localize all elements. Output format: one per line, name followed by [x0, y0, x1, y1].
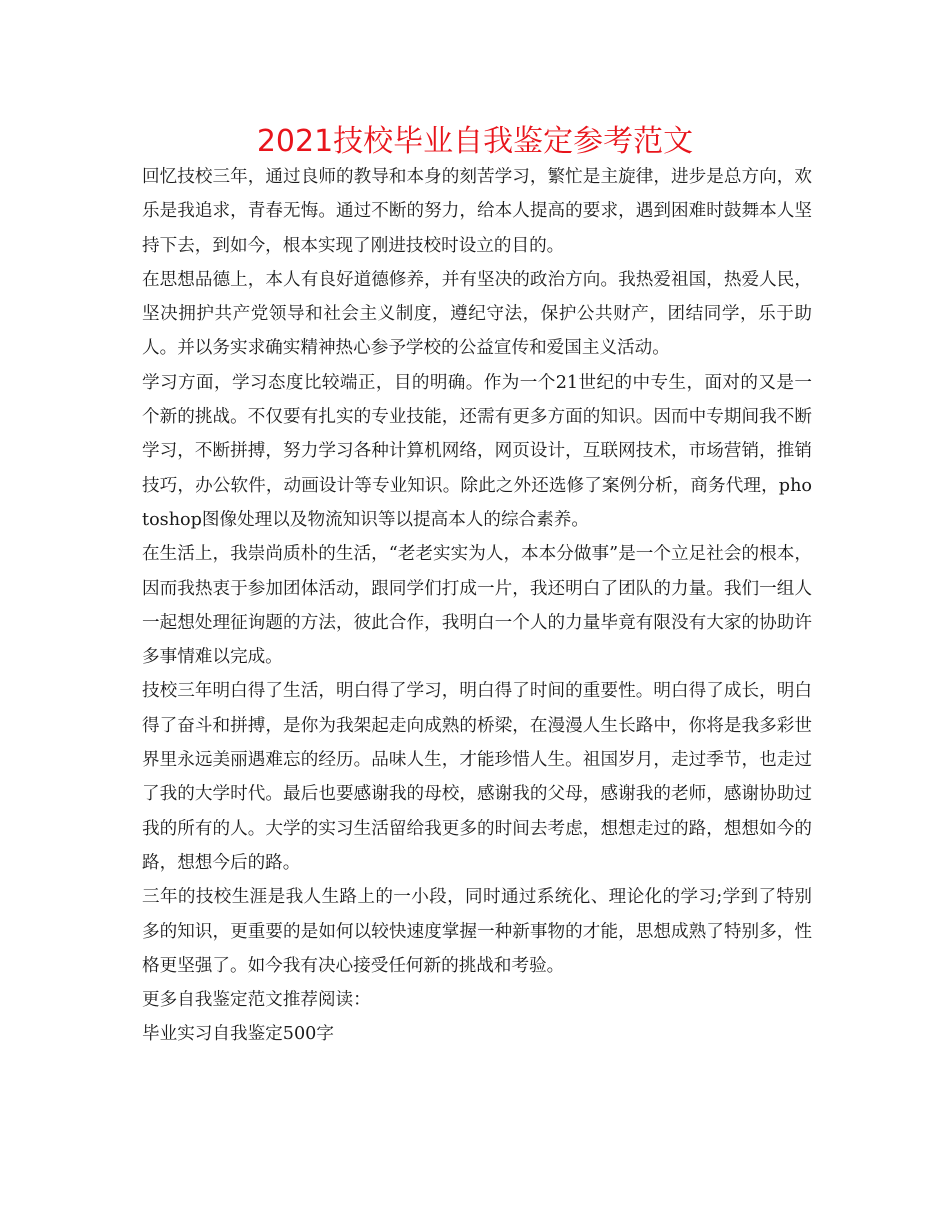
- paragraph-more-reading: 更多自我鉴定范文推荐阅读：: [142, 990, 371, 1011]
- document-body: [142, 160, 812, 1052]
- paragraph-conclusion: 三年的技校生涯是我人生路上的一小段，同时通过系统化、理论化的学习;学到了特别多的知识，更重要的是如何以较快速度掌握一种新事物的才能，思想成熟了特别多，性格更坚强了。如今我有决心接受任何新的挑战和考验。: [142, 887, 812, 976]
- paragraph-intro: 回忆技校三年，通过良师的教导和本身的刻苦学习，繁忙是主旋律，进步是总方向，欢乐是我追求，青春无悔。通过不断的努力，给本人提高的要求，遇到困难时鼓舞本人坚持下去，到如今，根本实现了刚进技校时设立的目的。: [142, 167, 812, 256]
- related-article-link[interactable]: 毕业实习自我鉴定500字: [142, 1024, 334, 1045]
- document-title: 2021技校毕业自我鉴定参考范文: [256, 124, 694, 159]
- paragraph-study: 学习方面，学习态度比较端正，目的明确。作为一个21世纪的中专生，面对的又是一个新的挑战。不仅要有扎实的专业技能，还需有更多方面的知识。因而中专期间我不断学习，不断拼搏，努力学习各种计算机网络，网页设计，互联网技术，市场营销，推销技巧，办公软件，动画设计等专业知识。除此之外还选修了案例分析，商务代理，photoshop图像处理以及物流知识等以提高本人的综合素养。: [142, 372, 812, 530]
- paragraph-reflection: 技校三年明白得了生活，明白得了学习，明白得了时间的重要性。明白得了成长，明白得了奋斗和拼搏，是你为我架起走向成熟的桥梁，在漫漫人生长路中，你将是我多彩世界里永远美丽遇难忘的经历。品味人生，才能珍惜人生。祖国岁月，走过季节，也走过了我的大学时代。最后也要感谢我的母校，感谢我的父母，感谢我的老师，感谢协助过我的所有的人。大学的实习生活留给我更多的时间去考虑，想想走过的路，想想如今的路，想想今后的路。: [142, 681, 812, 873]
- paragraph-morality: 在思想品德上，本人有良好道德修养，并有坚决的政治方向。我热爱祖国，热爱人民，坚决拥护共产党领导和社会主义制度，遵纪守法，保护公共财产，团结同学，乐于助人。并以务实求确实精神热心参予学校的公益宣传和爱国主义活动。: [142, 269, 812, 359]
- paragraph-life: 在生活上，我崇尚质朴的生活，“老老实实为人，本本分做事”是一个立足社会的根本，因而我热衷于参加团体活动，跟同学们打成一片，我还明白了团队的力量。我们一组人一起想处理征询题的方法，彼此合作，我明白一个人的力量毕竟有限没有大家的协助许多事情难以完成。: [142, 544, 812, 668]
